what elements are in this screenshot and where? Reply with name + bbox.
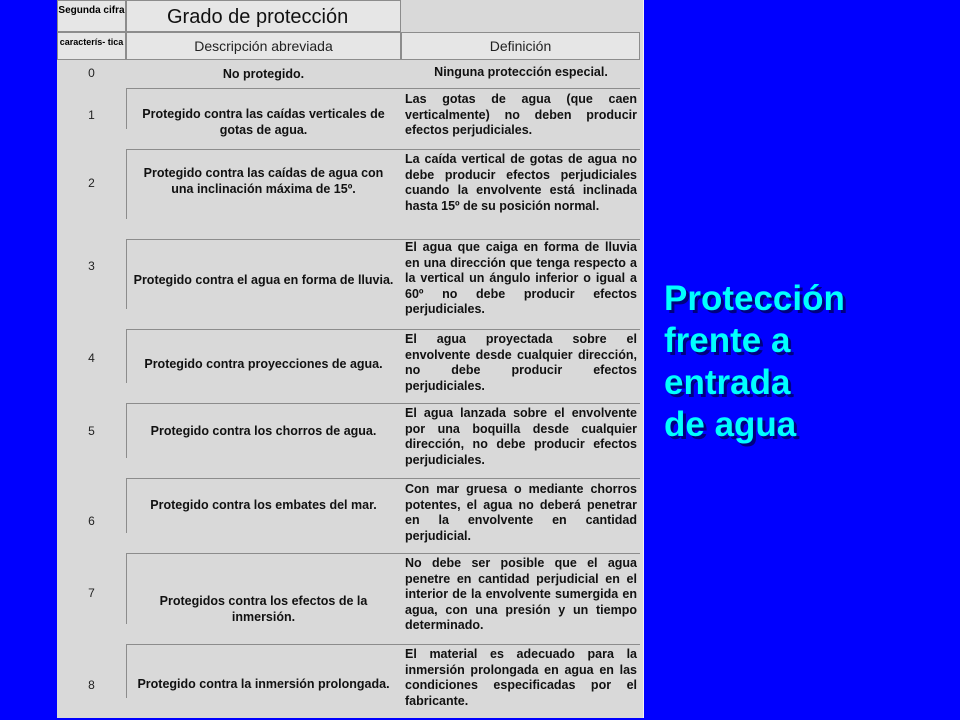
row-definition: Ninguna protección especial. [434,65,608,79]
table-row [57,239,640,329]
row-description: No protegido. [222,67,305,81]
row-divider [126,88,640,89]
header-title [126,0,401,32]
header-definition [401,32,640,60]
row-code: 2 [88,176,95,190]
row-definition: El material es adecuado para la inmersión prolongada en agua en las condiciones especificadas por el fabricante. [405,647,637,708]
table-row [57,60,640,88]
slide-title-line: frente a [664,321,791,360]
row-code: 6 [88,514,95,528]
protection-table [57,0,644,718]
slide-title-line: entrada [664,363,791,402]
header-code-top-label: Segunda cifra [58,5,125,16]
row-definition: El agua que caiga en forma de lluvia en una dirección que tenga respecto a la vertical un ángulo inferior o igual a 60º no debe producir efectos perjudiciales. [405,240,637,316]
row-description: Protegido contra proyecciones de agua. [144,357,383,371]
row-divider [126,478,640,479]
row-code: 0 [88,66,95,80]
table-row [57,329,640,403]
row-definition: Con mar gruesa o mediante chorros potentes, el agua no deberá penetrar en la envolvente en cantidad perjudicial. [405,482,637,543]
row-code: 1 [88,108,95,122]
header-definition-label: Definición [489,38,552,54]
row-divider [126,403,640,404]
row-description: Protegido contra las caídas verticales de gotas de agua. [142,107,385,137]
row-description: Protegido contra la inmersión prolongada. [137,677,390,691]
row-description: Protegido contra las caídas de agua con una inclinación máxima de 15º. [143,166,384,196]
row-code: 5 [88,424,95,438]
slide-title-line: Protección [664,279,845,318]
header-code-sub [57,32,126,60]
row-description: Protegido contra los embates del mar. [150,498,377,512]
row-divider [126,553,640,554]
row-code: 3 [88,259,95,273]
slide-title [664,278,954,446]
row-definition: El agua lanzada sobre el envolvente por una boquilla desde cualquier dirección, no debe producir efectos perjudiciales. [405,406,637,467]
header-description [126,32,401,60]
table-row [57,88,640,149]
table-row [57,553,640,644]
row-definition: La caída vertical de gotas de agua no debe producir efectos perjudiciales cuando la envolvente está inclinada hasta 15º de su posición normal. [405,152,637,213]
header-title-label: Grado de protección [167,6,349,28]
row-definition: Las gotas de agua (que caen verticalmente) no deben producir efectos perjudiciales. [405,92,637,137]
row-divider [126,644,640,645]
row-definition: No debe ser posible que el agua penetre en cantidad perjudicial en el interior de la envolvente sumergida en agua, con una presión y un tiempo determinado. [405,556,637,632]
row-divider [126,329,640,330]
row-divider [126,149,640,150]
row-description: Protegido contra el agua en forma de lluvia. [133,273,394,287]
row-code: 8 [88,678,95,692]
row-code: 7 [88,586,95,600]
header-code-sub-label: caracterís- tica [59,37,124,47]
header-description-label: Descripción abreviada [194,38,333,54]
table-row [57,478,640,553]
slide-title-line: de agua [664,405,797,444]
table-row [57,149,640,239]
table-row [57,644,640,718]
row-code: 4 [88,351,95,365]
row-description: Protegidos contra los efectos de la inmersión. [159,594,368,624]
header-code-top [57,0,126,32]
row-description: Protegido contra los chorros de agua. [150,424,377,438]
row-definition: El agua proyectada sobre el envolvente desde cualquier dirección, no debe producir efectos perjudiciales. [405,332,637,393]
table-row [57,403,640,478]
